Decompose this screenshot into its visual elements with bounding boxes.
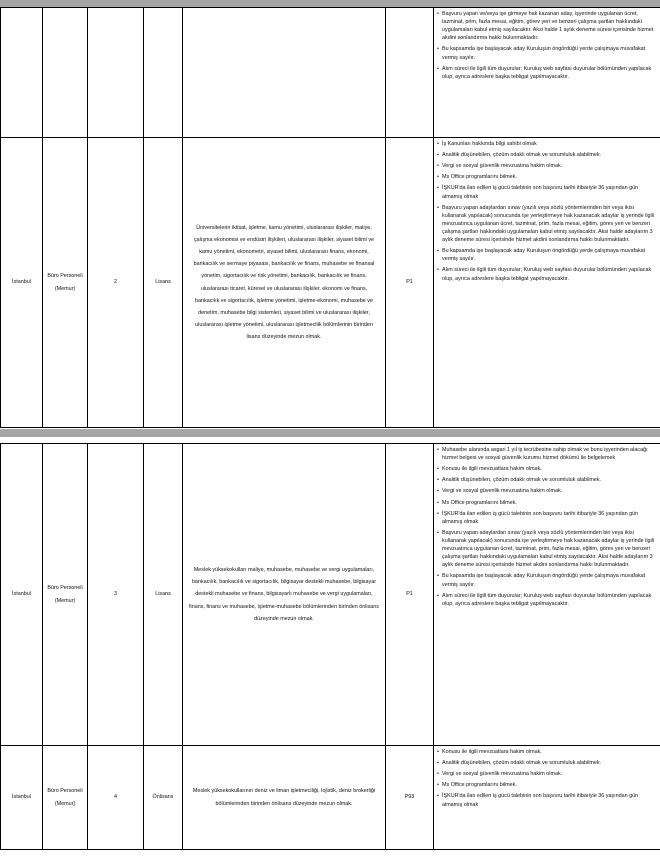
city-cell <box>1 8 43 138</box>
qualification-item: • İş Kanunları hakkında bilgi sahibi olmak <box>437 140 657 148</box>
table-block-1 <box>0 7 660 428</box>
qualification-item: • İŞKUR'da ilan edilen iş gücü talebinin son başvuru tarihi itibariyle 36 yaşından gün almamış olmak <box>437 184 657 200</box>
qualification-item: • Konusu ile ilgili mevzuatlara hakim olmak. <box>437 465 657 473</box>
education-cell: Üniversitelerin iktisat, işletme, kamu yönetimi, uluslararası ilişkiler, maliye, çalışma ekonomisi ve endüstri ilişkileri, uluslararası ilişkiler, siyaset bilimi ve kamu yönetimi, ekonometri, siyaset bilimi, uluslararası finans, ekonomi, bankacılık ve sermaye piyasası, bankacılık ve finans, muhasebe ve finansal yönetim, sigortacılık ve risk yönetimi, bankacılık, bankacılık ve finans, uluslararası ticaret, küresel ve uluslararası ilişkiler, ekonomi ve finans, bankacılık ve sigortacılık, işletme yönetimi, işletme-ekonomi, muhasebe ve denetim, muhasebe bilgi sistemleri, siyaset bilimi ve uluslararası ilişkiler, uluslararası işletme yönetimi, uluslararası işletmecilik bölümlerinin birinden lisans düzeyinde mezun olmak. <box>183 138 386 428</box>
qualification-item: • Alım süreci ile ilgili tüm duyurular; Kuruluş web sayfası duyurular bölümünden yapılacak olup, ayrıca adreslere başka tebligat yapılmayacaktır. <box>437 266 657 282</box>
qualification-item: • Ms Office programlarını bilmek. <box>437 499 657 507</box>
qualification-item: • Vergi ve sosyal güvenlik mevzuatına hakim olmak. <box>437 770 657 778</box>
qualification-item: • Başvuru yapan adaylardan sınav (yazılı veya sözlü yöntemlerinden biri veya ikisi kullanarak yapılacak) sonucunda işe yerleştirmeye hak kazanacak adaylar iş yerinde ilgili mevzuatınca uygulanan ücret, tazminat, prim, fazla mesai, eğitim, görev yeri ve benzeri çalışma şartları hakkındaki uygulamaları kabul etmiş sayılacaktır. Aksi halde adaylarım 3 aylık deneme süresi içerisinde hizmet akdini sonlandırma hakkı bulunmaktadır. <box>437 204 657 245</box>
qualification-item: • Başvuru yapan ve/veya işe girmeye hak kazanan aday, işyerinde uygulanan ücret, tazminat, prim, fazla mesai, eğitim, görev yeri ve benzeri çalışma şartları hakkındaki uygulamaları kabul etmiş sayılacaktır. Aksi halde 1 aylık deneme süresi içerisinde hizmet akdini sonlandırma hakkı bulunmaktadır. <box>437 10 657 42</box>
count-cell: 2 <box>88 138 144 428</box>
qualification-item: • Vergi ve sosyal güvenlik mevzuatına hakim olmak. <box>437 487 657 495</box>
level-cell <box>144 8 183 138</box>
position-cell: Büro Personeli (Memur) <box>43 746 88 850</box>
qualification-item: • Ms Office programlarını bilmek. <box>437 173 657 181</box>
code-cell: P93 <box>386 746 434 850</box>
qualification-item: • Bu kapsamda işe başlayacak aday Kuruluşun öngördüğü yerde çalışmaya muvafakat vermiş sayılır. <box>437 572 657 588</box>
count-cell: 3 <box>88 444 144 746</box>
table-row <box>1 444 660 746</box>
top-gray-bar <box>0 0 660 7</box>
positions-table-1 <box>0 7 660 428</box>
table-row <box>1 138 660 428</box>
position-cell <box>43 8 88 138</box>
count-cell <box>88 8 144 138</box>
qualification-item: • Muhasebe alanında asgari 1 yıl iş tecrübesine sahip olmak ve bunu işyerinden alacağı hizmet belgesi ve sosyal güvenlik kurumu hizmet dökümü ile belgelemek <box>437 446 657 462</box>
city-cell: İstanbul <box>1 138 43 428</box>
city-cell: İstanbul <box>1 444 43 746</box>
qualification-item: • İŞKUR'da ilan edilen iş gücü talebinin son başvuru tarihi itibariyle 36 yaşından gün almamış olmak <box>437 510 657 526</box>
qualification-item: • Vergi ve sosyal güvenlik mevzuatına hakim olmak. <box>437 162 657 170</box>
qualification-item: • İŞKUR'da ilan edilen iş gücü talebinin son başvuru tarihi itibariyle 36 yaşından gün almamış olmak <box>437 792 657 808</box>
qualification-item: • Bu kapsamda işe başlayacak aday Kuruluşun öngördüğü yerde çalışmaya muvafakat vermiş sayılır. <box>437 247 657 263</box>
city-cell: İstanbul <box>1 746 43 850</box>
education-cell: Meslek yüksekokullarının deniz ve liman işletmeciliği, lojistik, deniz brokerliği bölümlerinden birinden önlisans düzeyinde mezun olmak. <box>183 746 386 850</box>
position-cell: Büro Personeli (Memur) <box>43 138 88 428</box>
qualification-item: • Alım süreci ile ilgili tüm duyurular; Kuruluş web sayfası duyurular bölümünden yapılacak olup, ayrıca adreslere başka tebligat yapılmayacaktır. <box>437 592 657 608</box>
code-cell: P1 <box>386 138 434 428</box>
table-row <box>1 8 660 138</box>
position-cell: Büro Personeli (Memur) <box>43 444 88 746</box>
qualification-item: • Analitik düşünebilen, çözüm odaklı olmak ve sorumluluk alabilmek. <box>437 151 657 159</box>
qualifications-cell <box>434 746 660 850</box>
qualification-item: • Konusu ile ilgili mevzuatlara hakim olmak. <box>437 748 657 756</box>
count-cell: 4 <box>88 746 144 850</box>
positions-table-2 <box>0 443 660 850</box>
code-cell <box>386 8 434 138</box>
qualification-item: • Başvuru yapan adaylardan sınav (yazılı veya sözlü yöntemlerinden biri veya ikisi kullanarak yapılacak) sonucunda işe yerleştirmeye hak kazanacak adaylar iş yerinde ilgili mevzuatınca uygulanan ücret, tazminat, prim, fazla mesai, eğitim, görev yeri ve benzeri çalışma şartları hakkındaki uygulamaları kabul etmiş sayılacaktır. Aksi halde adaylarım 3 aylık deneme süresi içerisinde hizmet akdini sonlandırma hakkı bulunmaktadır. <box>437 529 657 570</box>
qualification-item: • Alım süreci ile ilgili tüm duyurular; Kuruluş web sayfası duyurular bölümünden yapılacak olup, ayrıca adreslere başka tebligat yapılmayacaktır. <box>437 65 657 81</box>
qualifications-cell <box>434 8 660 138</box>
qualification-item: • Bu kapsamda işe başlayacak aday Kuruluşun öngördüğü yerde çalışmaya muvafakat vermiş sayılır. <box>437 45 657 61</box>
code-cell: P1 <box>386 444 434 746</box>
level-cell: Lisans <box>144 138 183 428</box>
table-block-2 <box>0 443 660 850</box>
qualification-item: • Analitik düşünebilen, çözüm odaklı olmak ve sorumluluk alabilmek. <box>437 476 657 484</box>
level-cell: Lisans <box>144 444 183 746</box>
education-cell: Meslek yüksekokulları maliye, muhasebe, muhasebe ve vergi uygulamaları, bankacılık, bankacılık ve sigortacılık, bilgisayar destekli muhasebe, bilgisayar destekli muhasebe ve finans, bilgisayarlı muhasebe ve vergi uygulamaları, finans, finans ve muhasebe, işletme-muhasebe bölümlerinden birinden önlisans düzeyinde mezun olmak. <box>183 444 386 746</box>
qualifications-cell <box>434 138 660 428</box>
qualifications-cell <box>434 444 660 746</box>
qualification-item: • Analitik düşünebilen, çözüm odaklı olmak ve sorumluluk alabilmek. <box>437 759 657 767</box>
qualification-item: • Ms Office programlarını bilmek. <box>437 781 657 789</box>
level-cell: Önlisans <box>144 746 183 850</box>
section-separator-bar <box>0 429 660 437</box>
table-row <box>1 746 660 850</box>
education-cell <box>183 8 386 138</box>
